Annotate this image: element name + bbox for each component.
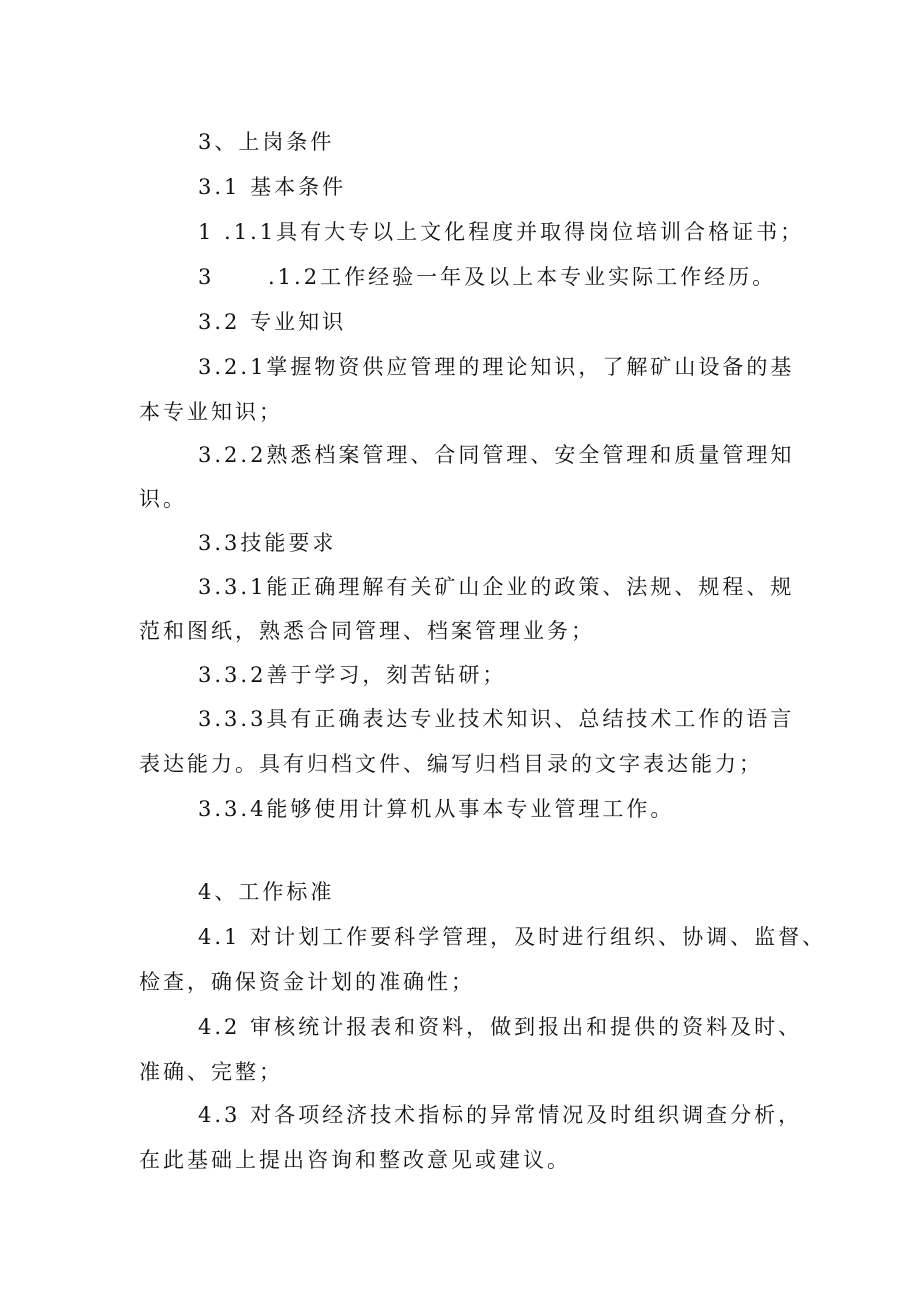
item-3-3-1-line1: 3.3.1能正确理解有关矿山企业的政策、法规、规程、规 [198, 575, 795, 599]
item-4-2-line1: 4.2 审核统计报表和资料，做到报出和提供的资料及时、 [198, 1015, 803, 1039]
section-3-heading: 3、上岗条件 [198, 130, 335, 154]
item-4-3-line2: 在此基础上提出咨询和整改意见或建议。 [139, 1148, 571, 1172]
item-3-1-2-number: 3 [198, 265, 215, 289]
item-3-3-4: 3.3.4能够使用计算机从事本专业管理工作。 [198, 797, 675, 821]
item-3-3-2: 3.3.2善于学习，刻苦钻研； [198, 663, 507, 687]
item-3-2-1-line2: 本专业知识； [139, 400, 283, 424]
item-3-3-3-line1: 3.3.3具有正确表达专业技术知识、总结技术工作的语言 [198, 707, 795, 731]
section-3-3-heading: 3.3技能要求 [198, 531, 337, 555]
item-4-2-line2: 准确、完整； [139, 1060, 283, 1084]
item-3-3-3-line2: 表达能力。具有归档文件、编写归档目录的文字表达能力； [139, 752, 763, 776]
item-3-1-2-text: .1.2工作经验一年及以上本专业实际工作经历。 [268, 265, 777, 289]
item-4-1-line2: 检查，确保资金计划的准确性； [139, 970, 475, 994]
item-3-1-1: 1 .1.1具有大专以上文化程度并取得岗位培训合格证书； [198, 220, 805, 244]
section-3-1-heading: 3.1 基本条件 [198, 175, 347, 199]
item-4-1-line1: 4.1 对计划工作要科学管理，及时进行组织、协调、监督、 [198, 925, 827, 949]
section-3-2-heading: 3.2 专业知识 [198, 310, 347, 334]
item-3-2-2-line2: 识。 [139, 487, 187, 511]
item-4-3-line1: 4.3 对各项经济技术指标的异常情况及时组织调查分析， [198, 1103, 803, 1127]
item-3-2-2-line1: 3.2.2熟悉档案管理、合同管理、安全管理和质量管理知 [198, 443, 795, 467]
item-3-2-1-line1: 3.2.1掌握物资供应管理的理论知识，了解矿山设备的基 [198, 355, 795, 379]
section-4-heading: 4、工作标准 [198, 880, 335, 904]
item-3-3-1-line2: 范和图纸，熟悉合同管理、档案管理业务； [139, 619, 595, 643]
